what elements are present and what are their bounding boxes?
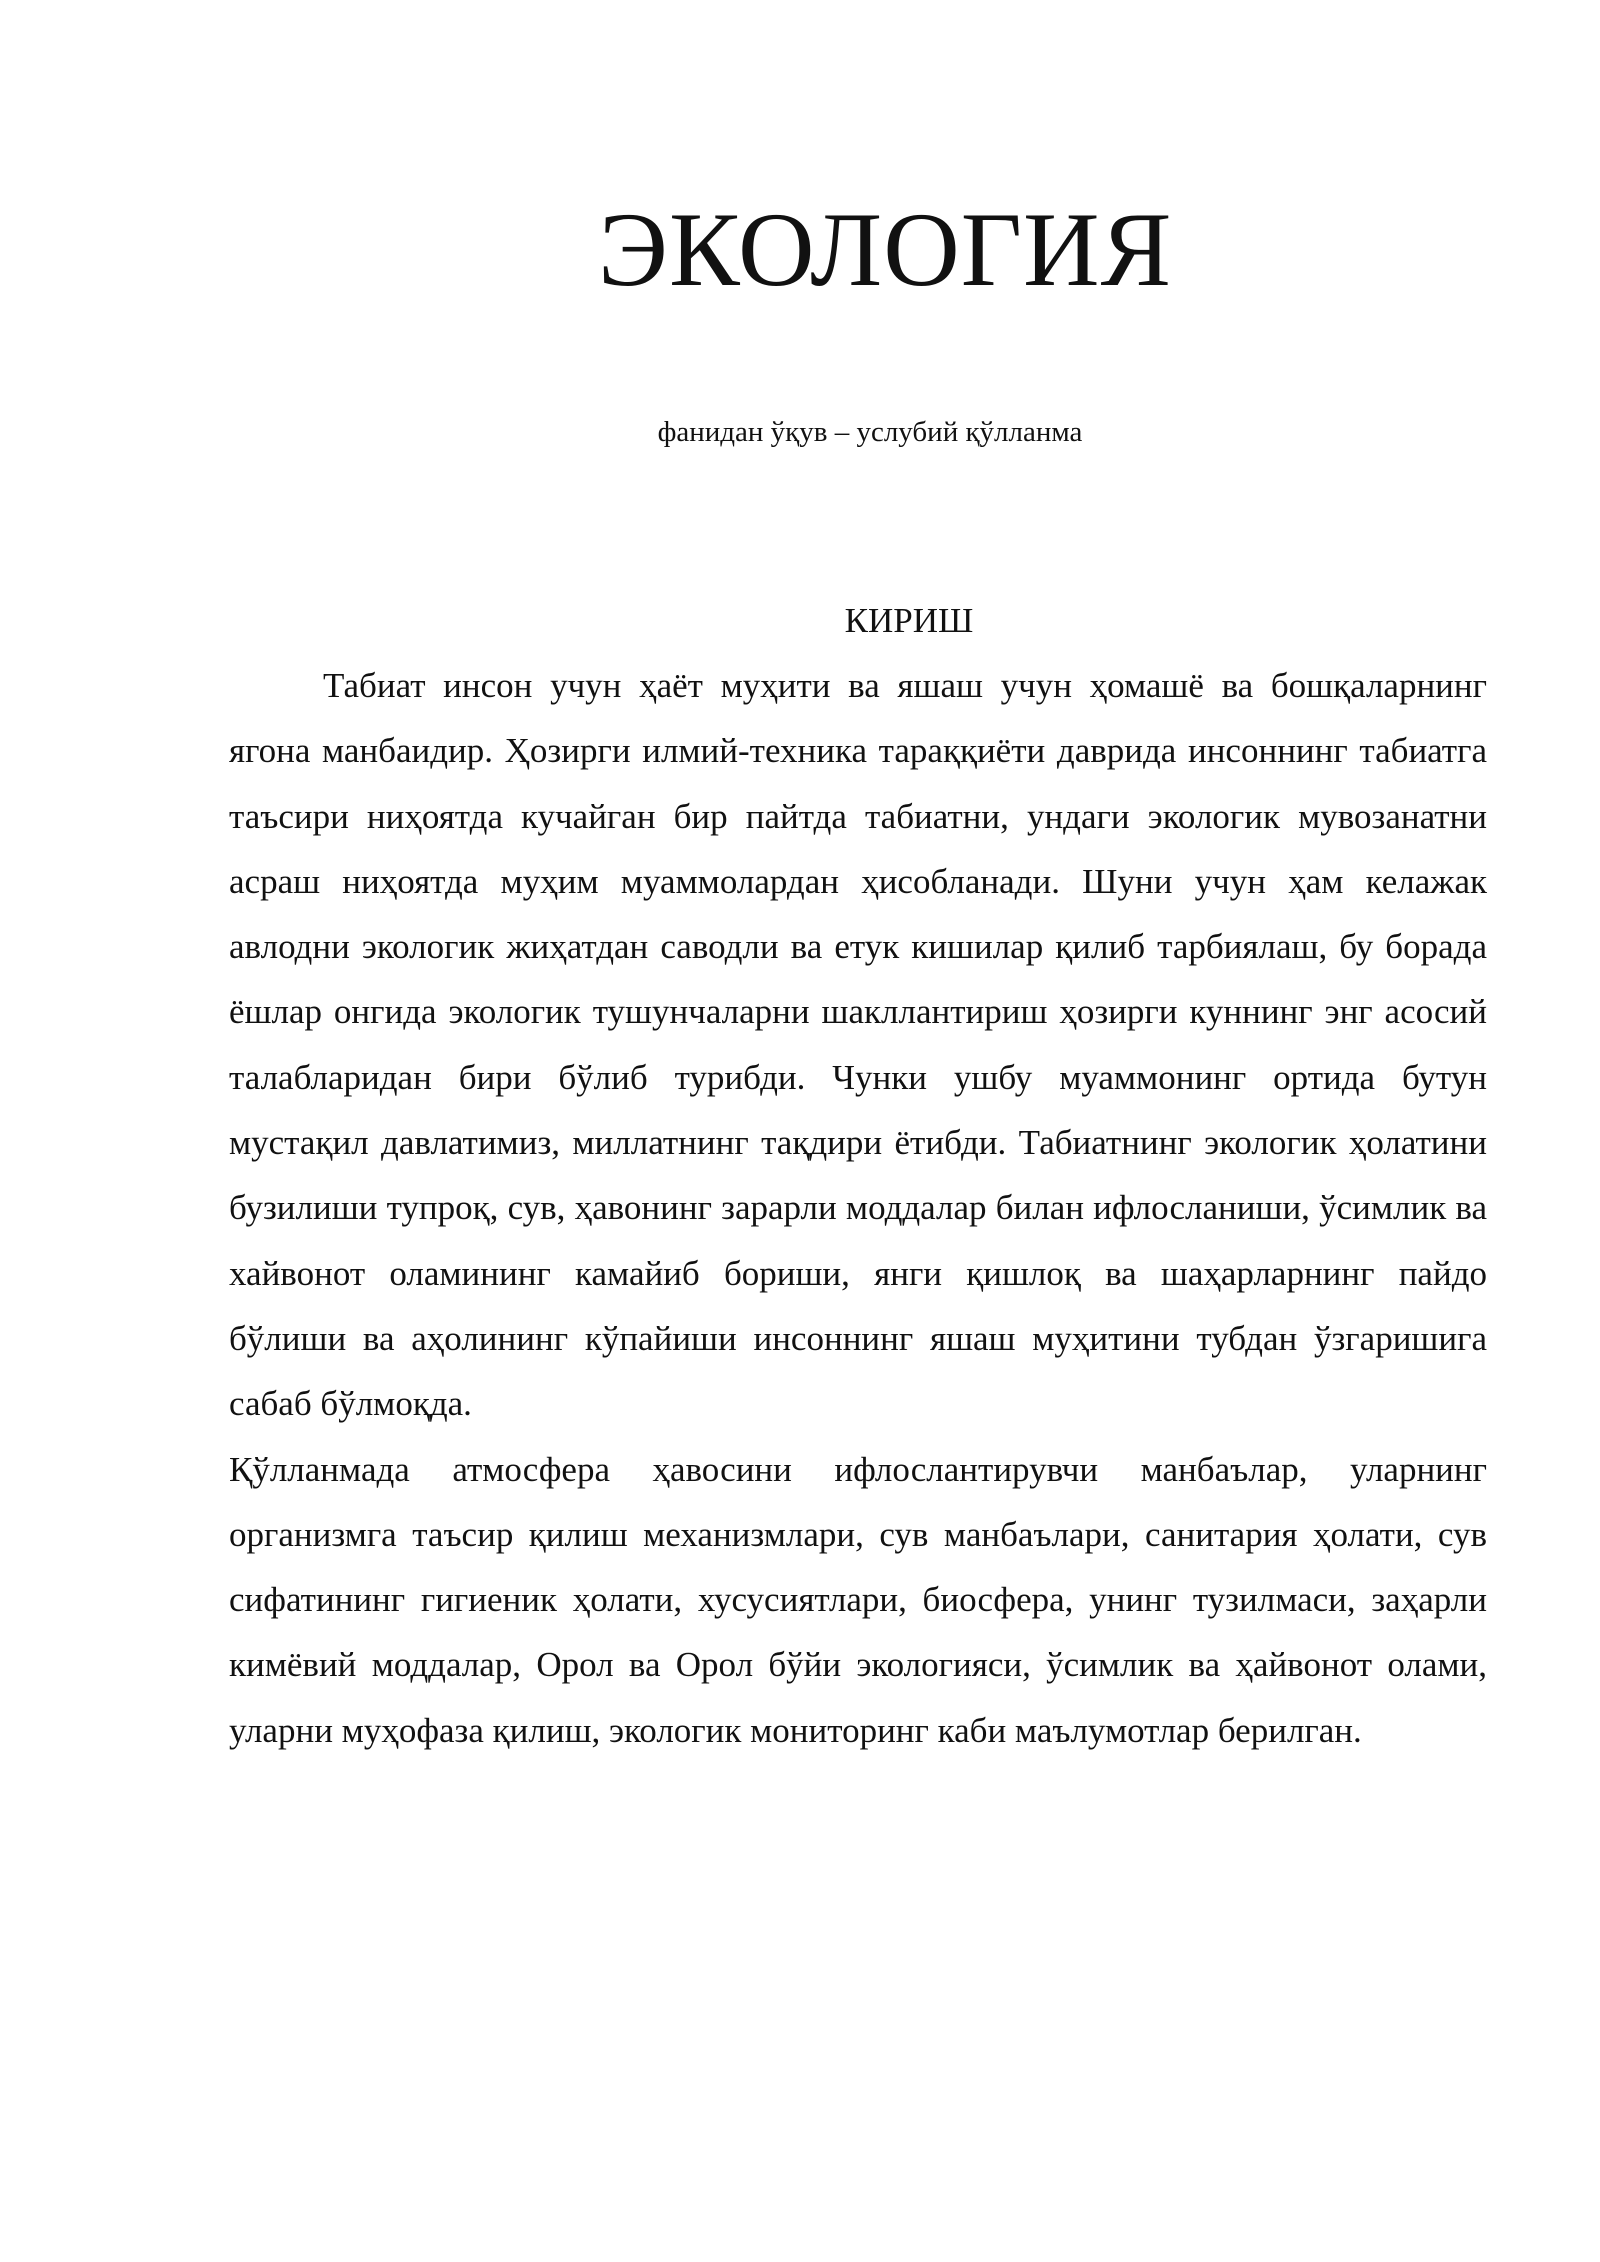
body-paragraph: Табиат инсон учун ҳаёт муҳити ва яшаш учун ҳомашё ва бошқаларнинг ягона манбаидир. Ҳозирги илмий-техника тараққиёти даврида инсоннинг табиатга таъсири ниҳоятда кучайган бир пайтда табиатни, ундаги экологик мувозанатни асраш ниҳоятда муҳим муаммолардан ҳисобланади. Шуни учун ҳам келажак авлодни экологик жиҳатдан саводли ва етук кишилар қилиб тарбиялаш, бу борада ёшлар онгида экологик тушунчаларни шакллантириш ҳозирги куннинг энг асосий талабларидан бири бўлиб турибди. Чунки ушбу муаммонинг ортида бутун мустақил давлатимиз, миллатнинг тақдири ётибди. Табиатнинг экологик ҳолатини бузилиши тупроқ, сув, ҳавонинг зарарли моддалар билан ифлосланиши, ўсимлик ва хайвонот оламининг камайиб бориши, янги қишлоқ ва шаҳарларнинг пайдо бўлиши ва аҳолининг кўпайиши инсоннинг яшаш муҳитини тубдан ўзгаришига сабаб бўлмоқда.: [229, 666, 1487, 1424]
document-title: ЭКОЛОГИЯ: [598, 191, 1173, 308]
section-heading: КИРИШ: [844, 601, 974, 640]
body-paragraph: Қўлланмада атмосфера ҳавосини ифлослантирувчи манбаълар, уларнинг организмга таъсир қилиш механизмлари, сув манбаълари, санитария ҳолати, сув сифатининг гигиеник ҳолати, хусусиятлари, биосфера, унинг тузилмаси, заҳарли кимёвий моддалар, Орол ва Орол бўйи экологияси, ўсимлик ва ҳайвонот олами, уларни муҳофаза қилиш, экологик мониторинг каби маълумотлар берилган.: [229, 1449, 1487, 1750]
introduction-section: [229, 588, 1487, 1763]
document-subtitle: фанидан ўқув – услубий қўлланма: [657, 416, 1083, 448]
